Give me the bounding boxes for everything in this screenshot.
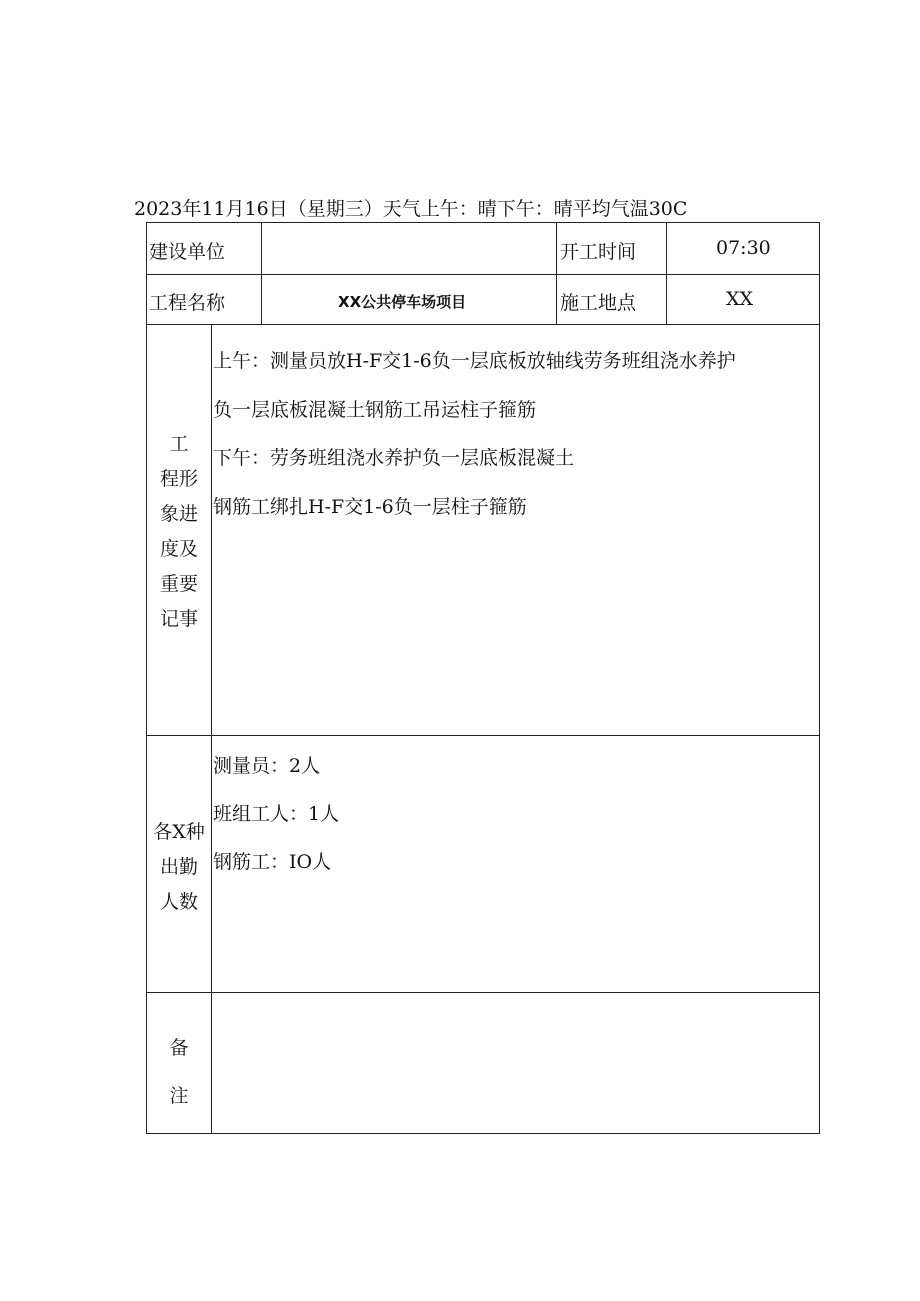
progress-label <box>150 427 208 637</box>
attendance-surveyor: 测量员：2人 <box>213 755 321 777</box>
attendance-label-line: 出勤 <box>159 856 198 878</box>
label-project-name: 工程名称 <box>149 292 226 314</box>
label-site: 施工地点 <box>560 292 637 314</box>
label-start-time: 开工时间 <box>560 241 637 263</box>
label-construction-unit: 建设单位 <box>149 241 226 263</box>
project-name-value: XX公共停车场项目 <box>338 293 467 311</box>
attendance-rebar-workers: 钢筋工：IO人 <box>213 851 332 873</box>
progress-line-afternoon: 下午：劳务班组浇水养护负一层底板混凝土 <box>213 447 575 469</box>
progress-label-line: 工 <box>169 433 189 455</box>
progress-label-line: 度及 <box>159 538 198 560</box>
progress-line-morning: 上午：测量员放H-F交1-6负一层底板放轴线劳务班组浇水养护 <box>213 350 736 372</box>
progress-line-afternoon-cont: 钢筋工绑扎H-F交1-6负一层柱子箍筋 <box>213 496 527 518</box>
progress-line-morning-cont: 负一层底板混凝土钢筋工吊运柱子箍筋 <box>213 399 537 421</box>
attendance-label-line: 各X种 <box>153 821 205 843</box>
date-weather-line: 2023年11月16日（星期三）天气上午：晴下午：晴平均气温30C <box>134 198 688 220</box>
attendance-label-line: 人数 <box>159 891 198 913</box>
progress-label-line: 程形 <box>159 468 198 490</box>
progress-label-line: 象进 <box>159 503 198 525</box>
remarks-label-line: 注 <box>169 1085 189 1107</box>
start-time-value: 07:30 <box>716 237 771 259</box>
attendance-label <box>148 815 210 920</box>
progress-label-line: 记事 <box>159 608 198 630</box>
remarks-label-line: 备 <box>169 1037 189 1059</box>
remarks-label <box>150 1024 208 1120</box>
progress-label-line: 重要 <box>159 573 198 595</box>
site-value: XX <box>726 288 754 310</box>
attendance-workers: 班组工人：1人 <box>213 803 340 825</box>
